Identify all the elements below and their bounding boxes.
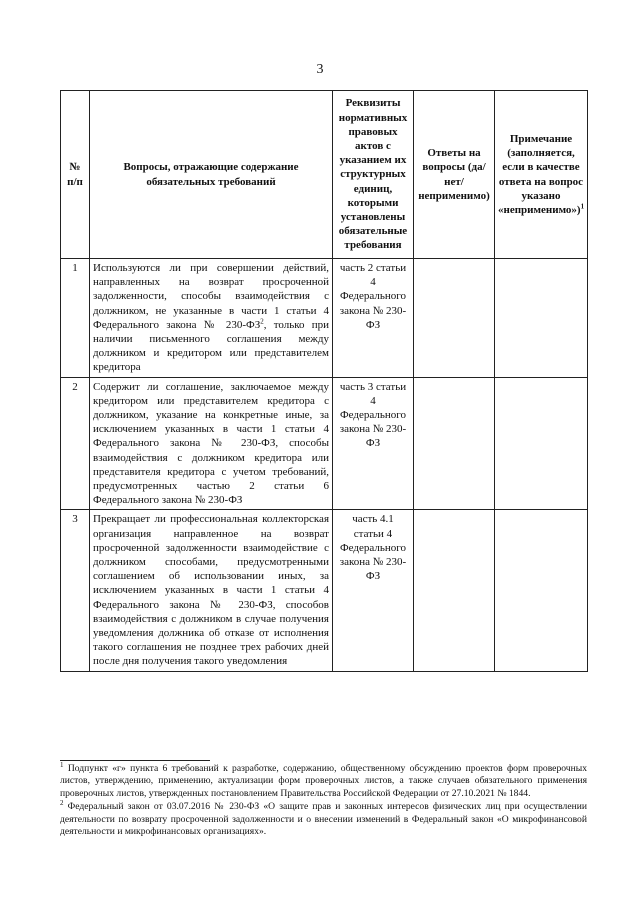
row-number: 3 (61, 510, 90, 671)
page-number: 3 (316, 62, 324, 77)
row-question: Содержит ли соглашение, заключаемое между кредитором или представителем кредитора с должником, указание на конкретные иные, за исключением указанных в части 1 статьи 4 Федерального закона № 230-ФЗ, способы взаимодействия с должником кредитора или представителя кредитора с учетом требований, предусмотренных частью 2 статьи 6 Федерального закона № 230-ФЗ (90, 377, 333, 510)
footnote-list (60, 760, 587, 838)
footnote-divider (60, 760, 210, 761)
row-answer-cell[interactable] (414, 259, 495, 378)
footnote-text: Подпункт «г» пункта 6 требований к разработке, содержанию, общественному обсуждению проектов форм проверочных листов, утверждению, применению, актуализации форм проверочных листов, а также случаев обязательного применения проверочных листов, утвержденных постановлением Правительства Российской Федерации от 27.10.2021 № 1844. (60, 763, 587, 799)
table-header-row (61, 91, 588, 259)
table-row (61, 510, 588, 671)
checklist-table (60, 90, 588, 672)
question-footnote-mark: 2 (260, 317, 264, 326)
question-text: Используются ли при совершении действий, направленных на возврат просроченной задолженности, способы взаимодействия с должником, не указанные в части 1 статьи 4 Федерального закона № 230-ФЗ (93, 262, 329, 331)
row-note-cell[interactable] (495, 377, 588, 510)
footnote-mark: 2 (60, 799, 64, 808)
footnote-text: Федеральный закон от 03.07.2016 № 230-ФЗ «О защите прав и законных интересов физических лиц при осуществлении деятельности по возврату просроченной задолженности и о внесении изменений в Федеральный закон «О микрофинансовой деятельности и микрофинансовых организациях». (60, 801, 587, 838)
table-row (61, 259, 588, 378)
footnotes (60, 760, 587, 839)
header-refs: Реквизиты нормативных правовых актов с указанием их структурных единиц, которыми установлены обязательные требования (333, 91, 414, 259)
row-note-cell[interactable] (495, 259, 588, 378)
header-question: Вопросы, отражающие содержание обязательных требований (90, 91, 333, 259)
question-text-continued: , только при наличии письменного соглашения между должником и кредитором или представителем кредитора (93, 318, 329, 374)
row-reference: часть 4.1 статьи 4 Федерального закона № 230-ФЗ (333, 510, 414, 671)
row-note-cell[interactable] (495, 510, 588, 671)
row-reference: часть 3 статьи 4 Федерального закона № 230-ФЗ (333, 377, 414, 510)
footnote-mark: 1 (60, 760, 64, 769)
row-question (90, 259, 333, 378)
row-answer-cell[interactable] (414, 510, 495, 671)
row-number: 1 (61, 259, 90, 378)
footnote-item (60, 801, 587, 838)
header-answers: Ответы на вопросы (да/нет/ неприменимо) (414, 91, 495, 259)
table-row (61, 377, 588, 510)
row-answer-cell[interactable] (414, 377, 495, 510)
row-number: 2 (61, 377, 90, 510)
row-question: Прекращает ли профессиональная коллекторская организация направленное на возврат просроченной задолженности взаимодействие с должником способами, предусмотренными соглашением об использовании иных, за исключением указанных в части 1 статьи 4 Федерального закона № 230-ФЗ, способов взаимодействия с должником в случае получения уведомления должника об отказе от исполнения такого соглашения не позднее трех рабочих дней после дня получения такого уведомления (90, 510, 333, 671)
footnote-item (60, 760, 587, 800)
row-reference: часть 2 статьи 4 Федерального закона № 230-ФЗ (333, 259, 414, 378)
header-note-footnote-mark: 1 (580, 202, 585, 211)
header-note-text: Примечание (заполняется, если в качестве ответа на вопрос указано «неприменимо») (498, 132, 584, 216)
header-num: № п/п (61, 91, 90, 259)
header-note (495, 91, 588, 259)
